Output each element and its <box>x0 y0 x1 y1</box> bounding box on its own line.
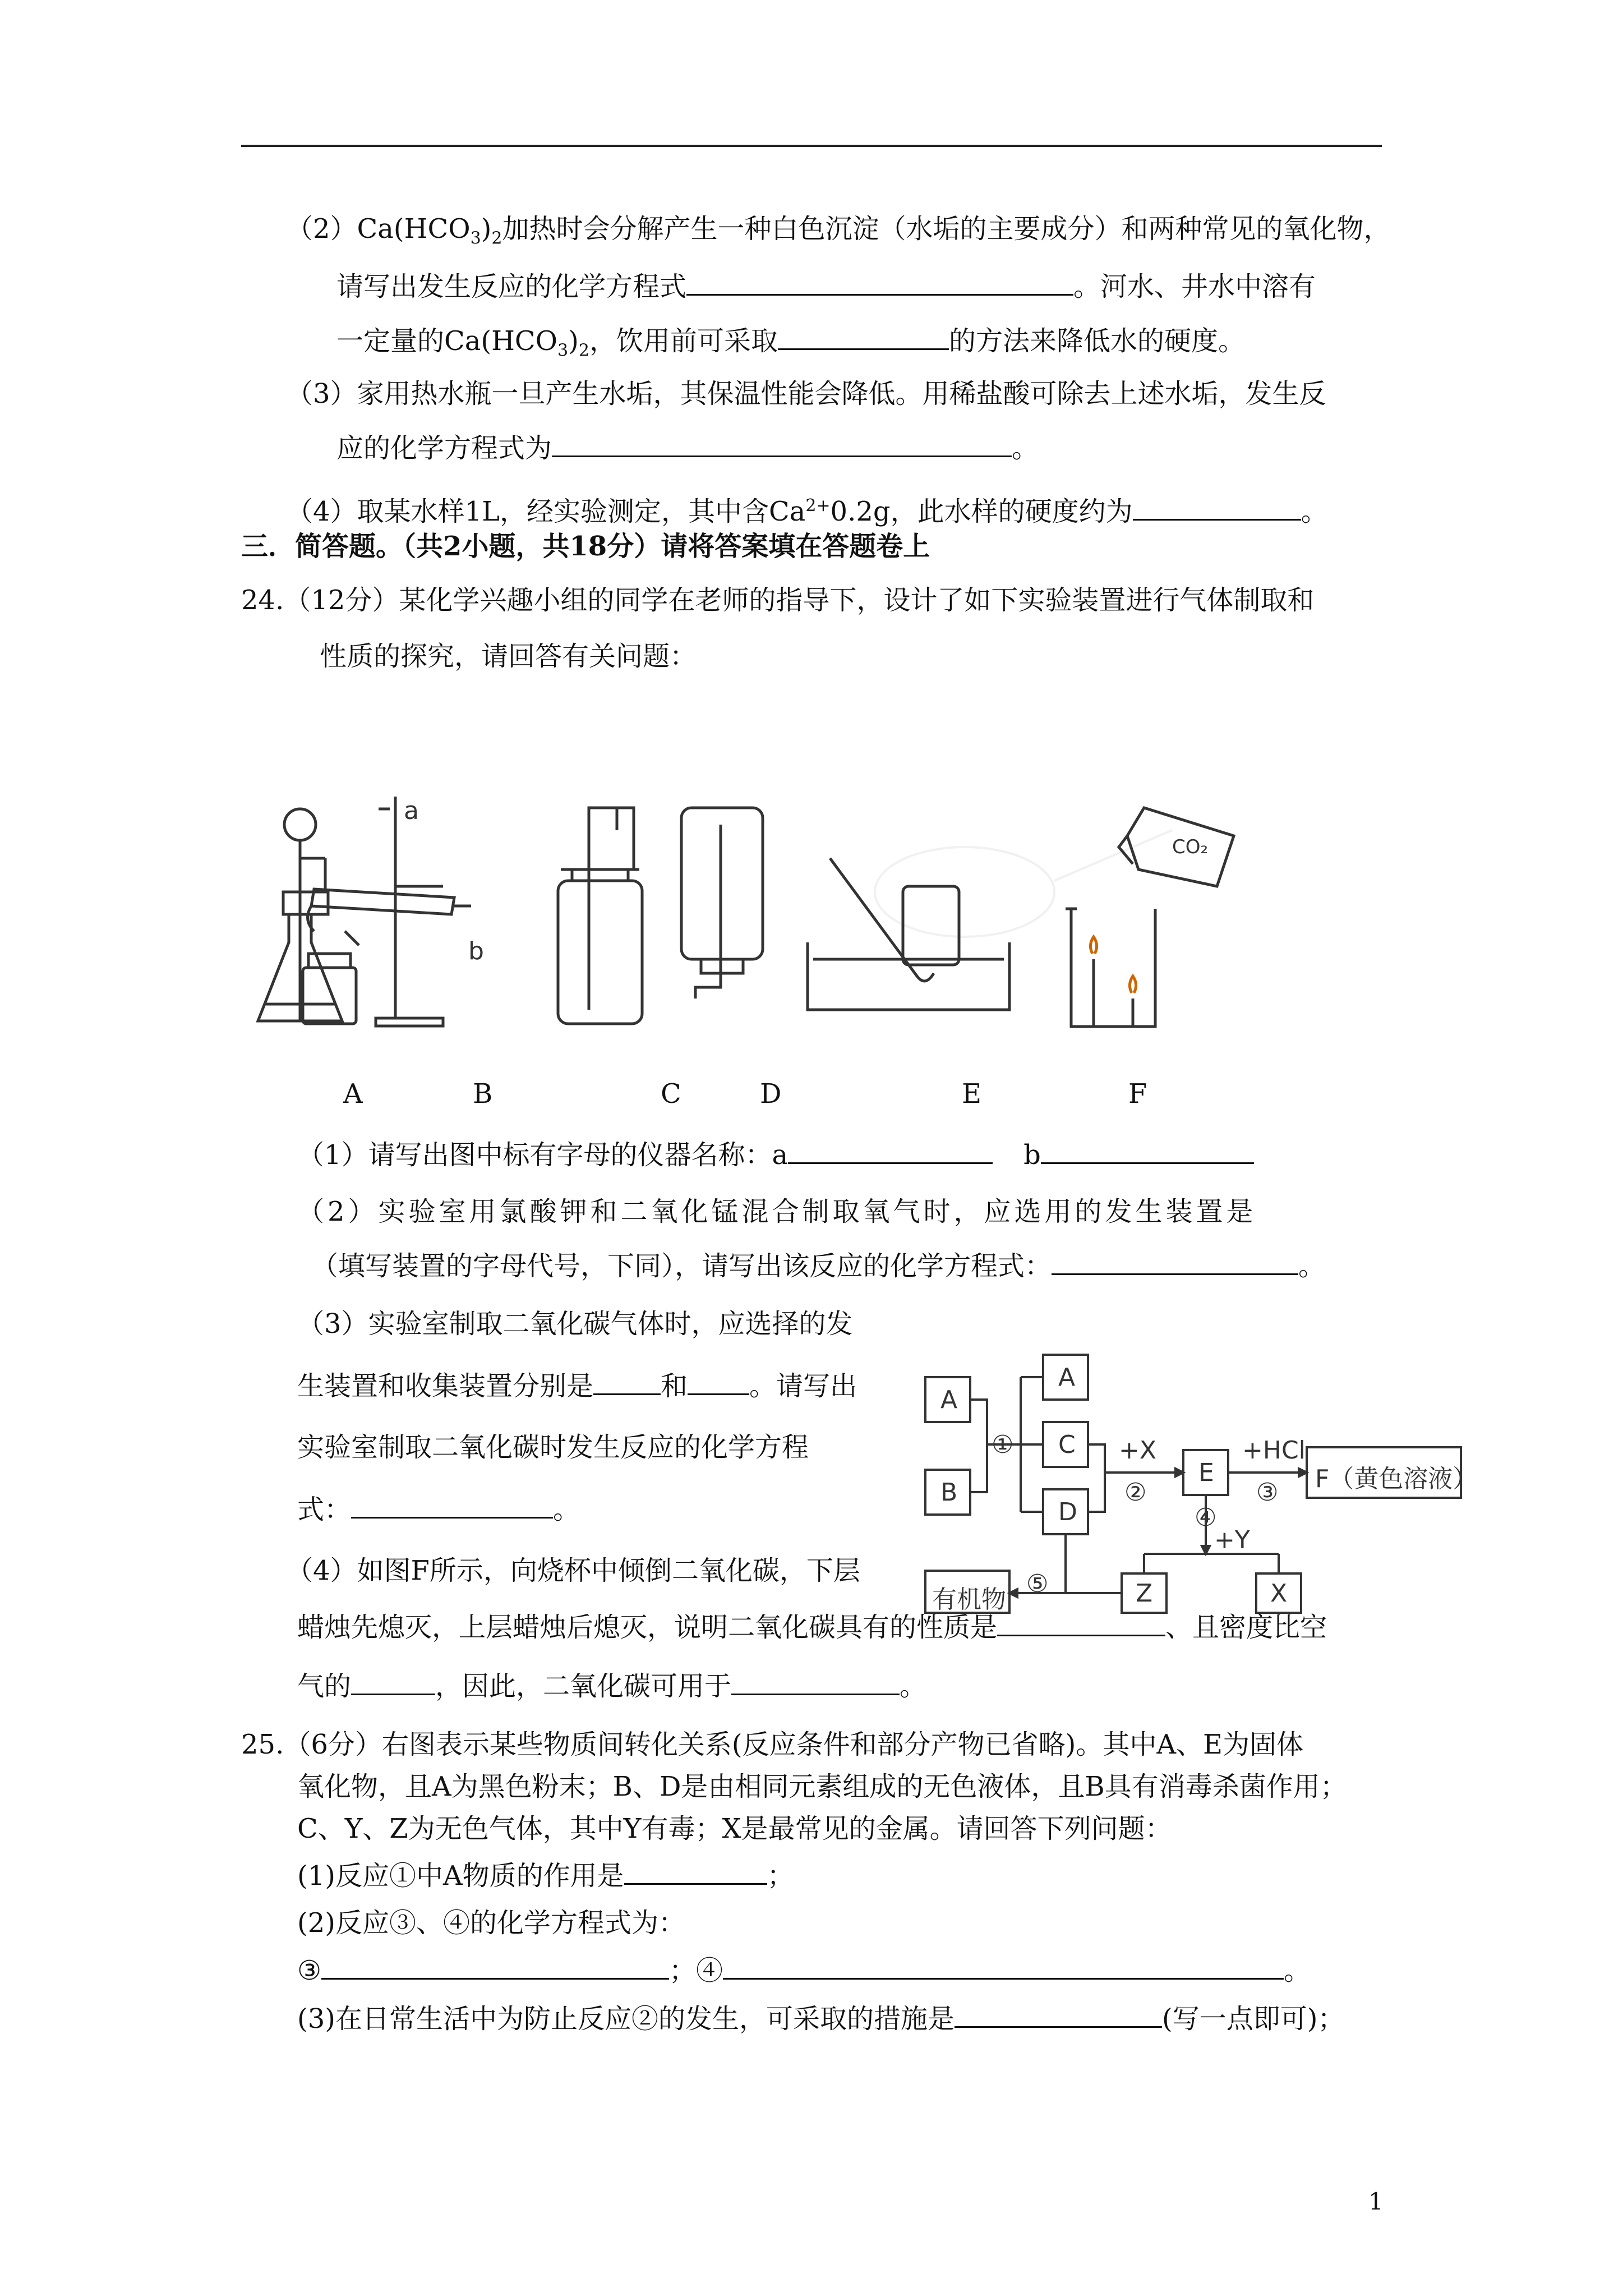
flow-node-d: D <box>1058 1498 1077 1526</box>
label-a: a <box>404 797 419 825</box>
q25-part2-eqs: ③ ；④ 。 <box>297 1953 1311 1987</box>
watermark <box>875 830 1172 937</box>
answer-blank[interactable] <box>731 1669 900 1695</box>
q24-part3-line2: 生装置和收集装置分别是 和 。请写出 <box>297 1369 857 1403</box>
answer-blank[interactable] <box>321 1953 669 1980</box>
answer-blank[interactable] <box>593 1369 661 1395</box>
answer-blank[interactable] <box>723 1953 1284 1980</box>
q24-part1: （1）请写出图中标有字母的仪器名称：a b <box>297 1138 1254 1172</box>
flow-label-x: +X <box>1119 1436 1157 1465</box>
header-rule <box>241 145 1382 147</box>
q24-part2-line1: （2）实验室用氯酸钾和二氧化锰混合制取氧气时，应选用的发生装置是 <box>297 1196 1257 1227</box>
q24-part3-line4: 式： 。 <box>297 1492 580 1526</box>
section-heading: 三．简答题。（共2小题，共18分）请将答案填在答题卷上 <box>241 531 930 562</box>
apparatus-letter: E <box>962 1078 982 1110</box>
answer-blank-a[interactable] <box>788 1138 993 1164</box>
apparatus-letter: A <box>343 1078 363 1110</box>
answer-blank[interactable] <box>686 269 1073 296</box>
flow-label-y: +Y <box>1214 1526 1250 1554</box>
q23-part2-line1: $(2)Ca(HCO_3)_2$加热时会分解产生一种白色沉淀（水垢的主要成分）和两种常见的氧化物， <box>286 213 1391 249</box>
flow-node-a2: A <box>1058 1363 1076 1392</box>
apparatus-figure <box>247 774 1458 1066</box>
flow-node-b: B <box>940 1478 958 1507</box>
apparatus-letter: C <box>661 1078 681 1110</box>
apparatus-d-bottle <box>681 808 763 999</box>
q23-part2-line3: 一定量的$Ca(HCO_3)_2$，饮用前可采取 的方法来降低水的硬度。 <box>336 324 1245 368</box>
q23-part3-line2: 应的化学方程式为 。 <box>336 431 1039 465</box>
flow-label-hcl: +HCl <box>1242 1436 1306 1465</box>
page-number: 1 <box>1368 2188 1384 2215</box>
q25-intro-line2: 氧化物，且A为黑色粉末；B、D是由相同元素组成的无色液体，且B具有消毒杀菌作用； <box>297 1771 1347 1802</box>
flow-step-4: ④ <box>1195 1503 1217 1532</box>
q24-intro-line1: 24.（12分）某化学兴趣小组的同学在老师的指导下，设计了如下实验装置进行气体制取和 <box>241 585 1315 616</box>
answer-blank[interactable] <box>688 1369 749 1395</box>
apparatus-a-flask <box>258 809 342 1021</box>
answer-blank[interactable] <box>997 1610 1165 1636</box>
q25-part3: (3)在日常生活中为防止反应②的发生，可采取的措施是 (写一点即可)； <box>297 2001 1344 2036</box>
answer-blank[interactable] <box>351 1492 553 1519</box>
flow-node-f: F（黄色溶液） <box>1315 1465 1478 1493</box>
flow-node-c: C <box>1058 1430 1076 1459</box>
apparatus-e-trough <box>808 858 1009 1010</box>
q24-part4-line1: （4）如图F所示，向烧杯中倾倒二氧化碳，下层 <box>286 1555 860 1586</box>
apparatus-letter: D <box>760 1078 782 1110</box>
flow-node-organic: 有机物 <box>932 1585 1006 1614</box>
q25-part2: (2)反应③、④的化学方程式为： <box>297 1907 685 1939</box>
label-b: b <box>468 937 484 965</box>
q25-part1: (1)反应①中A物质的作用是 ； <box>297 1858 794 1893</box>
flow-node-a: A <box>940 1386 958 1414</box>
flow-step-3: ③ <box>1256 1478 1279 1507</box>
flow-step-2: ② <box>1124 1478 1147 1507</box>
flow-step-5: ⑤ <box>1026 1570 1049 1598</box>
flow-node-z: Z <box>1136 1579 1153 1608</box>
answer-blank[interactable] <box>955 2001 1162 2028</box>
q24-intro-line2: 性质的探究，请回答有关问题： <box>320 641 697 672</box>
q25-intro-line3: C、Y、Z为无色气体，其中Y有毒；X是最常见的金属。请回答下列问题： <box>297 1813 1172 1844</box>
q23-part2-line2: 请写出发生反应的化学方程式 。河水、井水中溶有 <box>336 269 1316 303</box>
q24-part4-line2: 蜡烛先熄灭，上层蜡烛后熄灭，说明二氧化碳具有的性质是 、且密度比空 <box>297 1610 1327 1644</box>
flow-diagram <box>920 1346 1478 1627</box>
q24-part3-line1: （3）实验室制取二氧化碳气体时，应选择的发 <box>297 1308 853 1340</box>
flow-node-x: X <box>1270 1579 1288 1608</box>
q24-part2-line2: （填写装置的字母代号，下同），请写出该反应的化学方程式： 。 <box>311 1249 1325 1283</box>
answer-blank[interactable] <box>351 1669 435 1695</box>
answer-blank[interactable] <box>552 431 1012 457</box>
apparatus-letter: B <box>473 1078 493 1110</box>
answer-blank[interactable] <box>1052 1249 1298 1275</box>
q25-intro-line1: 25.（6分）右图表示某些物质间转化关系(反应条件和部分产物已省略)。其中A、E为固体 <box>241 1729 1304 1760</box>
q23-part4: （4）取某水样1L，经实验测定，其中含$Ca^{2+}0.2g$，此水样的硬度约为 。 <box>286 489 1328 528</box>
q24-part3-line3: 实验室制取二氧化碳时发生反应的化学方程 <box>297 1432 809 1463</box>
flow-node-e: E <box>1198 1458 1214 1487</box>
q24-part4-line3: 气的 ，因此，二氧化碳可用于 。 <box>297 1669 926 1703</box>
answer-blank-b[interactable] <box>1041 1138 1254 1164</box>
label-co2: CO₂ <box>1172 836 1209 858</box>
answer-blank[interactable] <box>778 324 949 350</box>
answer-blank[interactable] <box>624 1858 767 1885</box>
apparatus-c-bottle <box>558 808 642 1024</box>
answer-blank[interactable] <box>1133 494 1301 521</box>
apparatus-letter: F <box>1128 1078 1147 1110</box>
flow-step-1: ① <box>992 1430 1014 1459</box>
q23-part3-line1: （3）家用热水瓶一旦产生水垢，其保温性能会降低。用稀盐酸可除去上述水垢，发生反 <box>286 378 1326 409</box>
